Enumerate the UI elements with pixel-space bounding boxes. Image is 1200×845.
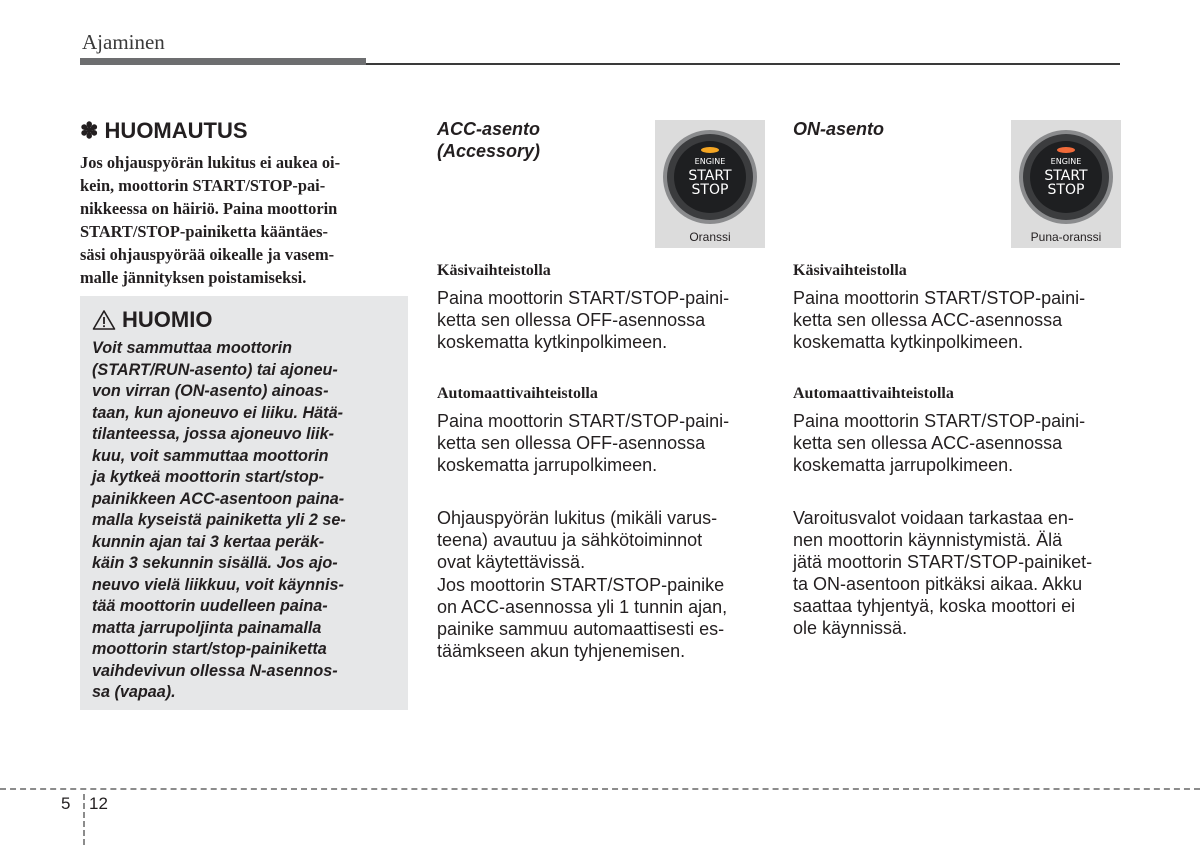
on-auto-text: [793, 410, 1120, 476]
acc-title: [437, 118, 540, 162]
text-line: ketta sen ollessa OFF-asennossa: [437, 310, 706, 330]
header-bar: [80, 58, 366, 65]
note-body: [80, 151, 408, 289]
button-label-start: START: [688, 168, 732, 184]
text-line: täämkseen akun tyhjenemisen.: [437, 641, 686, 661]
acc-button-figure: [655, 120, 765, 248]
caution-line: tilanteessa, jossa ajoneuvo liik-: [92, 425, 335, 443]
note-line: START/STOP-painiketta kääntäes-: [80, 222, 328, 241]
caution-line: käin 3 sekunnin sisällä. Jos ajo-: [92, 554, 338, 572]
text-line: nen moottorin käynnistymistä. Älä: [793, 530, 1063, 550]
acc-auto-text: [437, 410, 763, 476]
caution-line: von virran (ON-asento) ainoas-: [92, 382, 329, 400]
text-line: Paina moottorin START/STOP-paini-: [437, 411, 730, 431]
indicator-light: [701, 147, 719, 153]
note-title: ✽ HUOMAUTUS: [80, 118, 248, 143]
caution-line: ja kytkeä moottorin start/stop-: [92, 468, 325, 486]
on-title-line: ON-asento: [793, 119, 885, 139]
acc-auto-heading: Automaattivaihteistolla: [437, 385, 598, 402]
warning-triangle-icon: [92, 309, 116, 331]
text-line: ta ON-asentoon pitkäksi aikaa. Akku: [793, 574, 1083, 594]
caution-line: sa (vapaa).: [92, 683, 176, 701]
acc-title-line: ACC-asento: [437, 119, 541, 139]
caution-header: [92, 307, 212, 333]
caution-line: Voit sammuttaa moottorin: [92, 339, 292, 357]
caution-line: (START/RUN-asento) tai ajoneu-: [92, 360, 338, 379]
caution-line: malla kyseistä painiketta yli 2 se-: [92, 511, 346, 529]
acc-paragraph-2: [437, 574, 763, 662]
on-paragraph-1: [793, 507, 1120, 639]
text-line: ovat käytettävissä.: [437, 552, 586, 572]
caution-line: matta jarrupoljinta painamalla: [92, 618, 322, 637]
header-rule: [366, 63, 1120, 65]
acc-manual-text: [437, 287, 763, 353]
note-line: malle jännityksen poistamiseksi.: [80, 268, 307, 287]
button-label-start: START: [1044, 168, 1088, 184]
text-line: Paina moottorin START/STOP-paini-: [793, 411, 1086, 431]
text-line: koskematta jarrupolkimeen.: [793, 455, 1014, 475]
indicator-light: [1057, 147, 1075, 153]
text-line: ketta sen ollessa ACC-asennossa: [793, 310, 1063, 330]
caution-line: vaihdevivun ollessa N-asennos-: [92, 661, 338, 680]
text-line: teena) avautuu ja sähkötoiminnot: [437, 530, 703, 550]
engine-start-button-icon: [655, 120, 765, 230]
footer-rule: [0, 788, 1200, 790]
text-line: ole käynnissä.: [793, 618, 908, 638]
acc-title-line: (Accessory): [437, 141, 541, 161]
text-line: Varoitusvalot voidaan tarkastaa en-: [793, 508, 1074, 528]
text-line: jätä moottorin START/STOP-painiket-: [793, 552, 1093, 572]
caution-line: tää moottorin uudelleen paina-: [92, 597, 328, 615]
text-line: Paina moottorin START/STOP-paini-: [437, 288, 730, 308]
caution-title: HUOMIO: [122, 307, 213, 332]
caution-line: taan, kun ajoneuvo ei liiku. Hätä-: [92, 403, 343, 422]
engine-start-button-icon: [1011, 120, 1121, 230]
caution-body: [92, 338, 398, 704]
text-line: Jos moottorin START/STOP-painike: [437, 575, 725, 595]
text-line: koskematta kytkinpolkimeen.: [437, 332, 668, 352]
button-label-engine: ENGINE: [1050, 157, 1082, 166]
on-manual-text: [793, 287, 1120, 353]
acc-paragraph-1: [437, 507, 763, 573]
note-line: säsi ohjauspyörää oikealle ja vasem-: [80, 245, 335, 264]
note-line: Jos ohjauspyörän lukitus ei aukea oi-: [80, 153, 341, 172]
section-title: Ajaminen: [82, 30, 165, 54]
caution-line: painikkeen ACC-asentoon paina-: [92, 489, 345, 508]
text-line: koskematta jarrupolkimeen.: [437, 455, 658, 475]
caution-line: kunnin ajan tai 3 kertaa peräk-: [92, 532, 325, 551]
on-manual-heading: Käsivaihteistolla: [793, 262, 907, 279]
caution-line: kuu, voit sammuttaa moottorin: [92, 446, 329, 465]
chapter-number: 5: [61, 794, 71, 813]
text-line: koskematta kytkinpolkimeen.: [793, 332, 1024, 352]
text-line: painike sammuu automaattisesti es-: [437, 619, 725, 639]
text-line: ketta sen ollessa ACC-asennossa: [793, 433, 1063, 453]
text-line: on ACC-asennossa yli 1 tunnin ajan,: [437, 597, 728, 617]
button-label-stop: STOP: [691, 182, 729, 198]
footer-separator: [83, 794, 85, 845]
text-line: Ohjauspyörän lukitus (mikäli varus-: [437, 508, 718, 528]
page-number: 12: [89, 794, 108, 813]
caution-line: moottorin start/stop-painiketta: [92, 640, 327, 658]
figure-caption: Puna-oranssi: [1030, 230, 1102, 244]
text-line: ketta sen ollessa OFF-asennossa: [437, 433, 706, 453]
note-line: kein, moottorin START/STOP-pai-: [80, 176, 326, 195]
on-title: [793, 118, 884, 140]
button-label-engine: ENGINE: [694, 157, 726, 166]
text-line: Paina moottorin START/STOP-paini-: [793, 288, 1086, 308]
note-line: nikkeessa on häiriö. Paina moottorin: [80, 199, 338, 218]
on-auto-heading: Automaattivaihteistolla: [793, 385, 954, 402]
text-line: saattaa tyhjentyä, koska moottori ei: [793, 596, 1076, 616]
on-button-figure: [1011, 120, 1121, 248]
button-label-stop: STOP: [1047, 182, 1085, 198]
figure-caption: Oranssi: [689, 230, 731, 244]
acc-manual-heading: Käsivaihteistolla: [437, 262, 551, 279]
caution-line: neuvo vielä liikkuu, voit käynnis-: [92, 575, 344, 594]
